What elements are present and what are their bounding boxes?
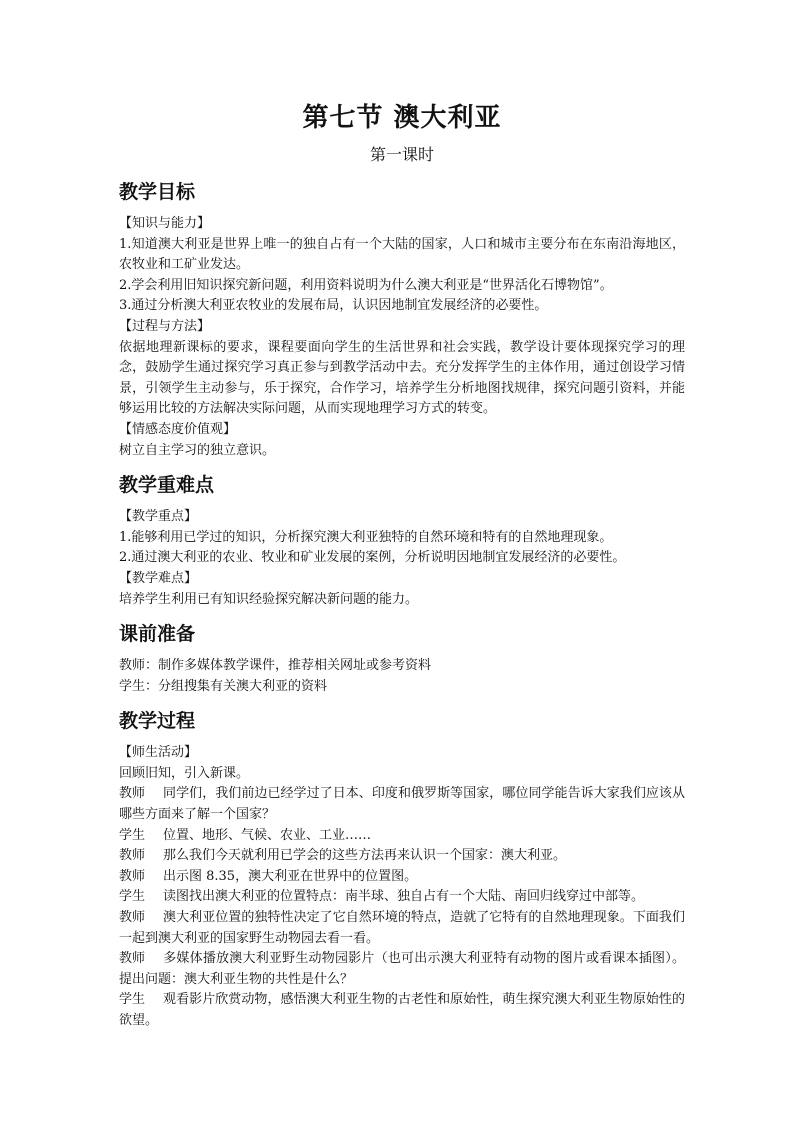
knowledge-item-3: 3.通过分析澳大利亚农牧业的发展布局，认识因地制宜发展经济的必要性。 bbox=[119, 298, 548, 314]
page-title: 第七节 澳大利亚 bbox=[302, 103, 502, 133]
dialogue-text: 同学们，我们前边已经学过了日本、印度和俄罗斯等国家，哪位同学能告诉大家我们应该从哪些方面来了解一个国家？ bbox=[119, 786, 685, 823]
dialogue-line bbox=[119, 908, 685, 949]
focus-item-2: 2.通过澳大利亚的农业、牧业和矿业发展的案例，分析说明因地制宜发展经济的必要性。 bbox=[119, 550, 626, 566]
page-subtitle: 第一课时 bbox=[369, 145, 434, 164]
label-difficulty: 【教学难点】 bbox=[119, 570, 198, 586]
dialogue-text: 澳大利亚位置的独特性决定了它自然环境的特点，造就了它特有的自然地理现象。下面我们一起到澳大利亚的国家野生动物园去看一看。 bbox=[119, 910, 685, 946]
dialogue-line bbox=[119, 784, 685, 825]
label-emotion: 【情感态度价值观】 bbox=[119, 421, 237, 437]
dialogue-text: 观看影片欣赏动物，感悟澳大利亚生物的古老性和原始性，萌生探究澳大利亚生物原始性的欲望。 bbox=[119, 992, 685, 1028]
section-heading-goals: 教学目标 bbox=[119, 181, 196, 203]
knowledge-item-1: 1.知道澳大利亚是世界上唯一的独自占有一个大陆的国家，人口和城市主要分布在东南沿海地区，农牧业和工矿业发达。 bbox=[119, 236, 685, 273]
dialogue-line bbox=[119, 887, 685, 908]
dialogue-speaker: 教师 bbox=[119, 786, 146, 802]
emotion-text: 树立自主学习的独立意识。 bbox=[119, 442, 276, 458]
dialogue-speaker: 教师 bbox=[119, 910, 146, 926]
knowledge-item-2: 2.学会利用旧知识探究新问题，利用资料说明为什么澳大利亚是“世界活化石博物馆”。 bbox=[119, 277, 613, 293]
label-knowledge: 【知识与能力】 bbox=[119, 216, 211, 231]
dialogue-line bbox=[119, 826, 685, 847]
process-method-text: 依据地理新课标的要求，课程要面向学生的生活世界和社会实践，教学设计要体现探究学习的理念，鼓励学生通过探究学习真正参与到教学活动中去。充分发挥学生的主体作用，通过创设学习情景，引领学生主动参与，乐于探究，合作学习，培养学生分析地图找规律，探究问题引资料，并能够运用比较的方法解决实际问题，从而实现地理学习方式的转变。 bbox=[119, 339, 685, 417]
label-focus: 【教学重点】 bbox=[119, 509, 198, 525]
dialogue-speaker: 教师 bbox=[119, 868, 146, 884]
prep-student: 学生：分组搜集有关澳大利亚的资料 bbox=[119, 678, 328, 694]
dialogue-line bbox=[119, 990, 685, 1031]
dialogue-speaker: 学生 bbox=[119, 889, 146, 905]
section-heading-preparation: 课前准备 bbox=[119, 623, 196, 646]
dialogue-speaker: 学生 bbox=[119, 992, 146, 1008]
label-process-method: 【过程与方法】 bbox=[119, 318, 211, 334]
difficulty-text: 培养学生利用已有知识经验探究解决新问题的能力。 bbox=[119, 591, 419, 607]
dialogue-text: 位置、地形、气候、农业、工业…… bbox=[163, 827, 372, 843]
dialogue-speaker: 学生 bbox=[119, 827, 146, 843]
section-heading-process: 教学过程 bbox=[119, 710, 196, 733]
dialogue-text: 多媒体播放澳大利亚野生动物园影片（也可出示澳大利亚特有动物的图片或看课本插图）。提出问题：澳大利亚生物的共性是什么？ bbox=[119, 951, 685, 987]
dialogue-text: 出示图 8.35，澳大利亚在世界中的位置图。 bbox=[163, 868, 418, 884]
dialogue-speaker: 教师 bbox=[119, 951, 146, 967]
dialogue-text: 读图找出澳大利亚的位置特点：南半球、独自占有一个大陆、南回归线穿过中部等。 bbox=[163, 889, 645, 905]
dialogue-text: 那么我们今天就利用已学会的这些方法再来认识一个国家：澳大利亚。 bbox=[163, 848, 567, 864]
dialogue-line bbox=[119, 846, 685, 867]
document-body bbox=[119, 96, 685, 1032]
process-intro: 回顾旧知，引入新课。 bbox=[119, 765, 250, 781]
section-heading-key-points: 教学重难点 bbox=[119, 474, 215, 497]
dialogue-line bbox=[119, 867, 685, 888]
dialogue-speaker: 教师 bbox=[119, 848, 146, 864]
prep-teacher: 教师：制作多媒体教学课件，推荐相关网址或参考资料 bbox=[119, 658, 432, 674]
dialogue-line bbox=[119, 949, 685, 990]
label-activity: 【师生活动】 bbox=[119, 745, 198, 761]
focus-item-1: 1.能够利用已学过的知识，分析探究澳大利亚独特的自然环境和特有的自然地理现象。 bbox=[119, 529, 613, 545]
